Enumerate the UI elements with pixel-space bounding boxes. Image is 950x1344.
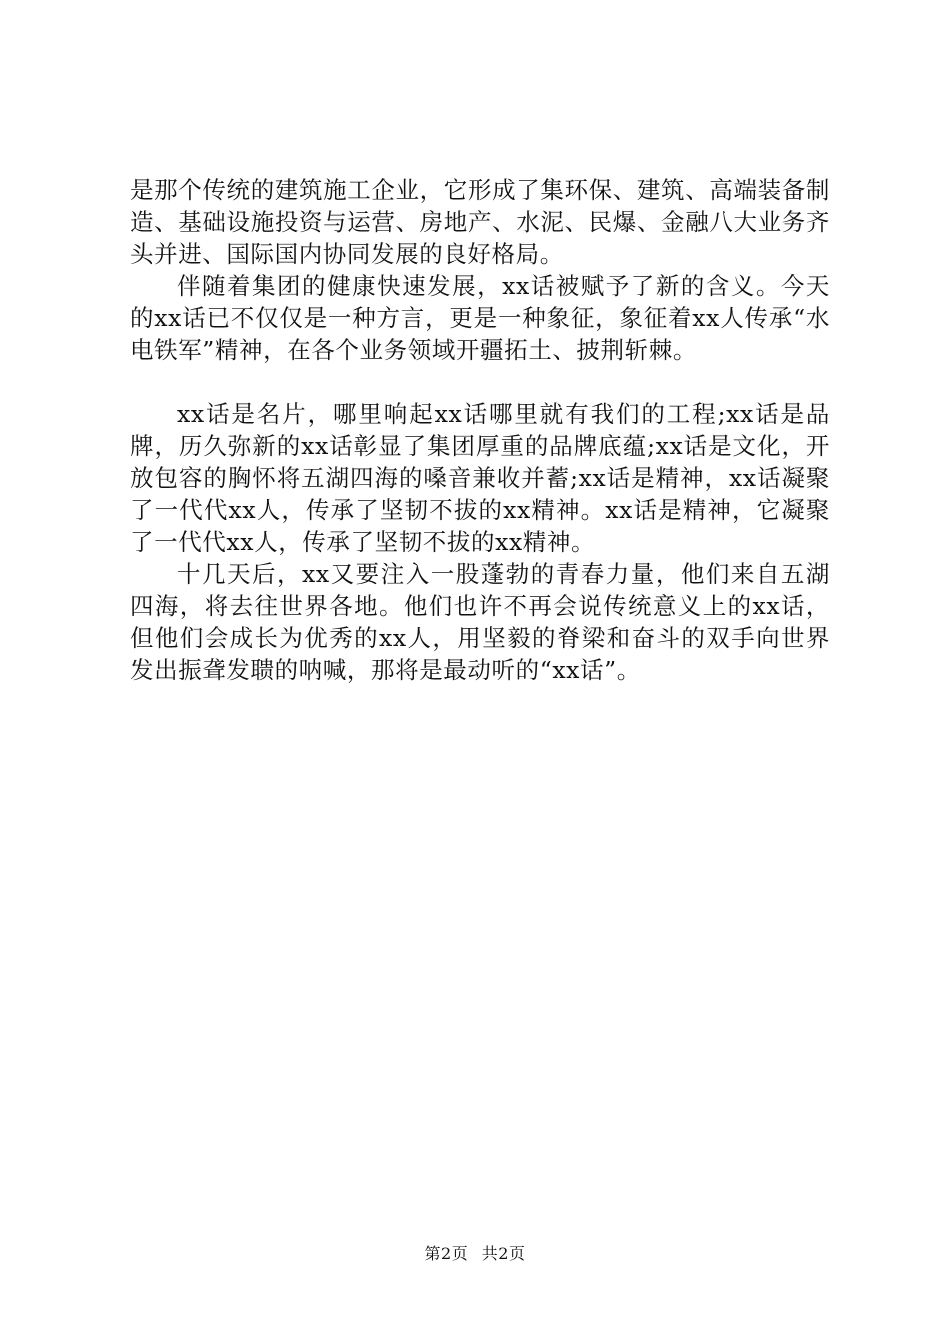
paragraph-dialect-values: xx话是名片，哪里响起xx话哪里就有我们的工程;xx话是品牌，历久弥新的xx话彰显了集团厚重的品牌底蕴;xx话是文化，开放包容的胸怀将五湖四海的嗓音兼收并蓄;xx话是精神，xx话凝聚了一代代xx人，传承了坚韧不拔的xx精神。xx话是精神，它凝聚了一代代xx人，传承了坚韧不拔的xx精神。	[130, 400, 830, 556]
page-total: 共2页	[481, 1244, 526, 1263]
paragraph-new-meaning: 伴随着集团的健康快速发展，xx话被赋予了新的含义。今天的xx话已不仅仅是一种方言，更是一种象征，象征着xx人传承“水电铁军”精神，在各个业务领域开疆拓土、披荆斩棘。	[130, 272, 830, 364]
paragraph-new-generation: 十几天后，xx又要注入一股蓬勃的青春力量，他们来自五湖四海，将去往世界各地。他们也许不再会说传统意义上的xx话，但他们会成长为优秀的xx人，用坚毅的脊梁和奋斗的双手向世界发出振聋发聩的呐喊，那将是最动听的“xx话”。	[130, 560, 830, 684]
page-number: 第2页	[424, 1244, 469, 1263]
paragraph-continuation: 是那个传统的建筑施工企业，它形成了集环保、建筑、高端装备制造、基础设施投资与运营、房地产、水泥、民爆、金融八大业务齐头并进、国际国内协同发展的良好格局。	[130, 176, 830, 268]
document-body	[130, 174, 830, 686]
page-footer	[0, 1243, 950, 1265]
